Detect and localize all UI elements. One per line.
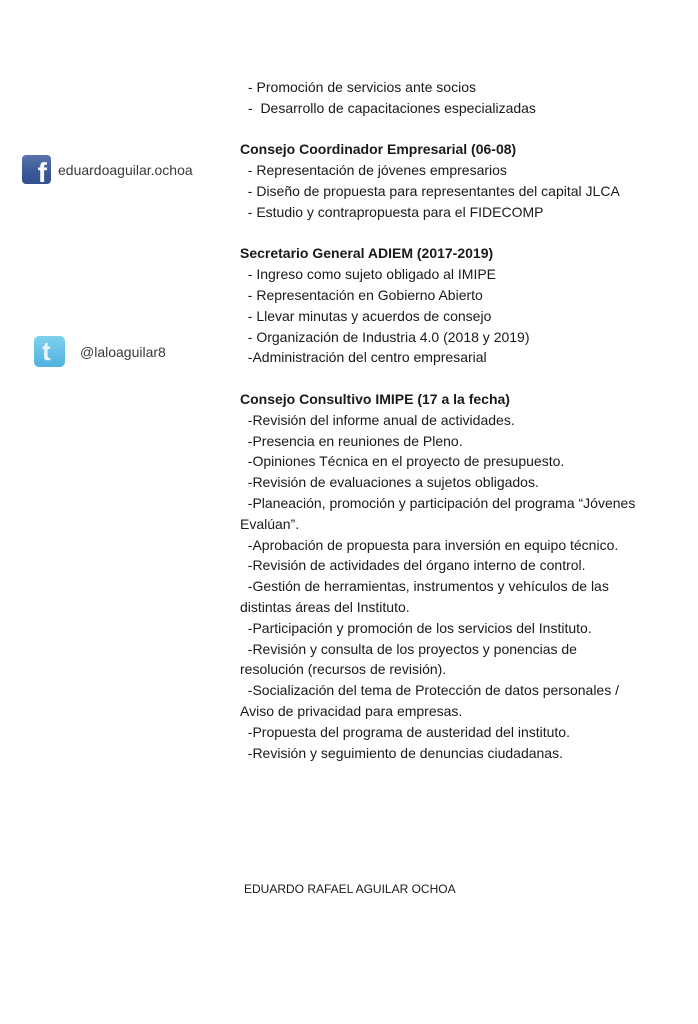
section-imipe	[240, 389, 670, 763]
section-item: -Gestión de herramientas, instrumentos y vehículos de las	[240, 578, 609, 595]
section-item: -Opiniones Técnica en el proyecto de presupuesto.	[240, 453, 565, 470]
intro-item: - Desarrollo de capacitaciones especializadas	[248, 99, 536, 116]
section-item: -Propuesta del programa de austeridad del instituto.	[240, 723, 570, 740]
spacer	[240, 223, 670, 244]
section-item: - Representación de jóvenes empresarios	[240, 162, 507, 179]
spacer	[240, 119, 670, 140]
section-item: -Presencia en reuniones de Pleno.	[240, 432, 463, 449]
facebook-contact	[22, 155, 193, 184]
section-title: Consejo Consultivo IMIPE (17 a la fecha)	[240, 390, 510, 407]
twitter-handle: @laloaguilar8	[80, 343, 166, 360]
section-item: - Representación en Gobierno Abierto	[240, 286, 483, 303]
section-title: Secretario General ADIEM (2017-2019)	[240, 245, 494, 262]
footer-name: EDUARDO RAFAEL AGUILAR OCHOA	[244, 882, 456, 896]
section-item: Evalúan”.	[240, 515, 300, 532]
section-item: - Ingreso como sujeto obligado al IMIPE	[240, 266, 497, 283]
section-item: - Llevar minutas y acuerdos de consejo	[240, 307, 492, 324]
twitter-contact	[34, 336, 166, 367]
section-item: -Participación y promoción de los servicios del Instituto.	[240, 619, 592, 636]
spacer	[240, 368, 670, 389]
section-item: -Revisión y consulta de los proyectos y ponencias de	[240, 640, 577, 657]
section-title: Consejo Coordinador Empresarial (06-08)	[240, 141, 517, 158]
section-item: -Revisión de actividades del órgano interno de control.	[240, 557, 586, 574]
section-item: resolución (recursos de revisión).	[240, 661, 447, 678]
facebook-handle: eduardoaguilar.ochoa	[58, 161, 193, 178]
intro-item: - Promoción de servicios ante socios	[248, 79, 476, 95]
section-item: -Aprobación de propuesta para inversión en equipo técnico.	[240, 536, 619, 553]
facebook-icon: f	[22, 155, 51, 184]
section-item: Aviso de privacidad para empresas.	[240, 702, 463, 719]
section-item: - Organización de Industria 4.0 (2018 y 2019)	[240, 328, 530, 345]
twitter-icon: t	[34, 336, 65, 367]
section-item: -Planeación, promoción y participación del programa “Jóvenes	[240, 494, 636, 511]
section-item: -Revisión del informe anual de actividades.	[240, 411, 515, 428]
section-item: -Revisión de evaluaciones a sujetos obligados.	[240, 474, 539, 491]
section-cce	[240, 139, 670, 222]
section-item: -Revisión y seguimiento de denuncias ciudadanas.	[240, 744, 563, 761]
section-item: - Estudio y contrapropuesta para el FIDECOMP	[240, 203, 544, 220]
section-item: -Administración del centro empresarial	[240, 349, 487, 366]
section-adiem	[240, 243, 670, 368]
experience-content	[240, 77, 670, 763]
section-item: distintas áreas del Instituto.	[240, 598, 410, 615]
section-item: -Socialización del tema de Protección de datos personales /	[240, 682, 619, 699]
section-item: - Diseño de propuesta para representantes del capital JLCA	[240, 182, 620, 199]
